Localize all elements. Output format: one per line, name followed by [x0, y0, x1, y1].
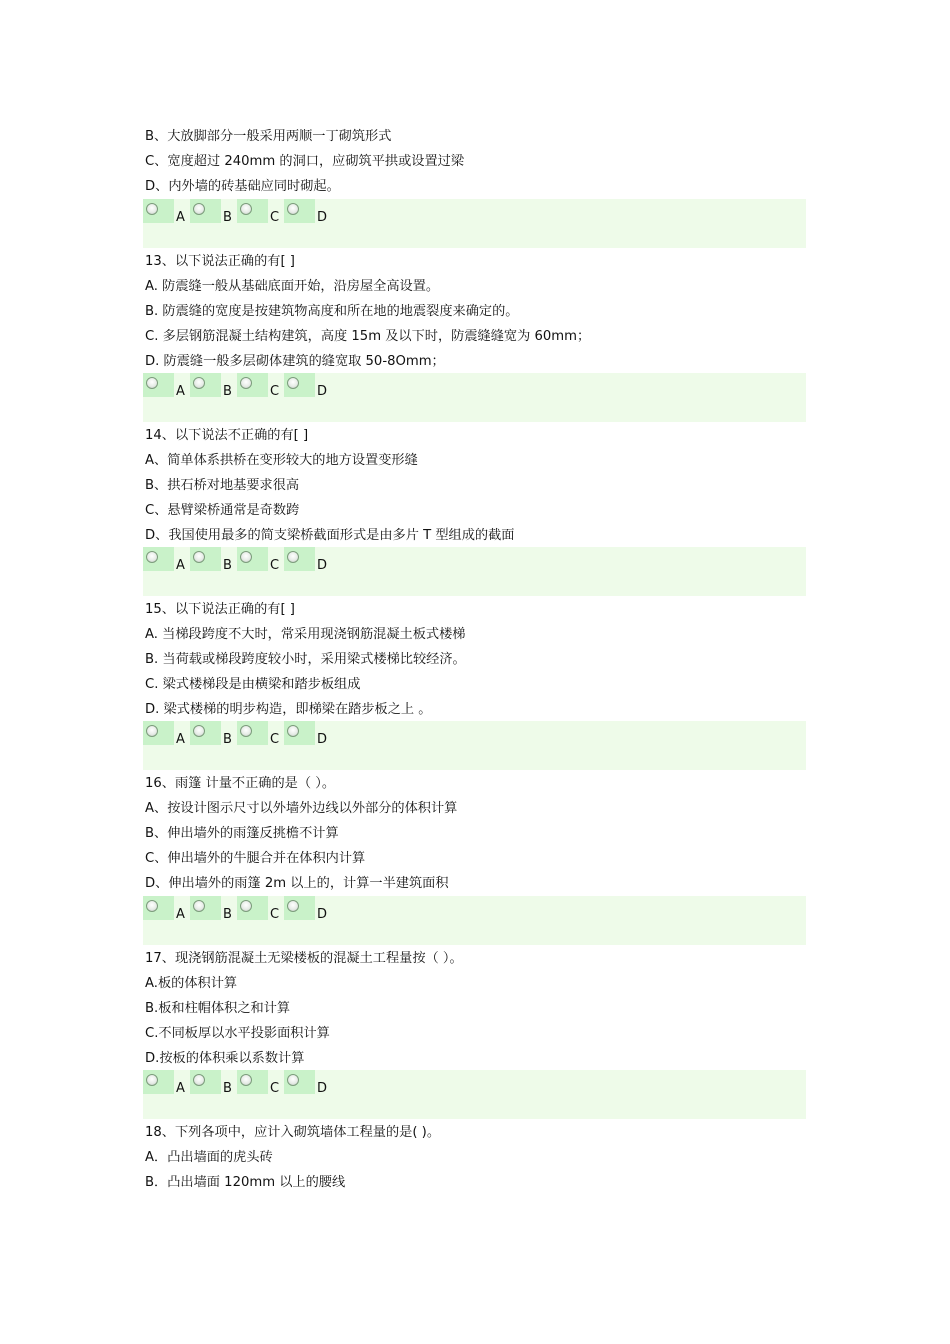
option-c: C.不同板厚以水平投影面积计算 — [145, 1026, 330, 1041]
option-b: B、大放脚部分一般采用两顺一丁砌筑形式 — [145, 129, 392, 144]
radio-button-icon[interactable] — [190, 373, 221, 397]
option-c: C、宽度超过 240mm 的洞口，应砌筑平拱或设置过梁 — [145, 154, 465, 169]
radio-button-icon[interactable] — [237, 199, 268, 223]
option-b: B、拱石桥对地基要求很高 — [145, 478, 300, 493]
option-letter: A — [176, 384, 185, 399]
answer-choices-q12 — [143, 199, 806, 248]
radio-button-icon[interactable] — [237, 373, 268, 397]
option-letter: C — [270, 384, 280, 399]
option-letter: B — [223, 210, 232, 225]
radio-button-icon[interactable] — [237, 721, 268, 745]
option-d: D.按板的体积乘以系数计算 — [145, 1051, 305, 1066]
option-letter: C — [270, 210, 280, 225]
option-letter: D — [317, 210, 328, 225]
radio-button-icon[interactable] — [190, 896, 221, 920]
radio-button-icon[interactable] — [190, 1070, 221, 1094]
answer-choices-q15 — [143, 721, 806, 770]
option-a: A、简单体系拱桥在变形较大的地方设置变形缝 — [145, 453, 418, 468]
option-letter: A — [176, 1081, 185, 1096]
question-13-title: 13、以下说法正确的有[ ] — [145, 254, 295, 269]
radio-button-icon[interactable] — [143, 896, 174, 920]
option-b: B．凸出墙面 120mm 以上的腰线 — [145, 1175, 346, 1190]
radio-button-icon[interactable] — [143, 199, 174, 223]
option-c: C. 多层钢筋混凝土结构建筑，高度 15m 及以下时，防震缝缝宽为 60mm； — [145, 329, 591, 344]
option-a: A. 防震缝一般从基础底面开始，沿房屋全高设置。 — [145, 279, 440, 294]
radio-button-icon[interactable] — [237, 896, 268, 920]
option-letter: C — [270, 558, 280, 573]
answer-choices-q16 — [143, 896, 806, 945]
question-14-title: 14、以下说法不正确的有[ ] — [145, 428, 309, 443]
radio-button-icon[interactable] — [284, 1070, 315, 1094]
option-b: B.板和柱帽体积之和计算 — [145, 1001, 291, 1016]
option-d: D、我国使用最多的简支梁桥截面形式是由多片 T 型组成的截面 — [145, 528, 515, 543]
option-c: C. 梁式楼梯段是由横梁和踏步板组成 — [145, 677, 361, 692]
radio-button-icon[interactable] — [237, 547, 268, 571]
option-letter: B — [223, 732, 232, 747]
option-b: B. 当荷载或梯段跨度较小时，采用梁式楼梯比较经济。 — [145, 652, 466, 667]
option-letter: D — [317, 558, 328, 573]
option-a: A.板的体积计算 — [145, 976, 238, 991]
radio-button-icon[interactable] — [190, 547, 221, 571]
option-letter: D — [317, 1081, 328, 1096]
option-letter: B — [223, 1081, 232, 1096]
option-b: B. 防震缝的宽度是按建筑物高度和所在地的地震裂度来确定的。 — [145, 304, 519, 319]
option-letter: B — [223, 384, 232, 399]
option-letter: B — [223, 558, 232, 573]
option-d: D、伸出墙外的雨篷 2m 以上的，计算一半建筑面积 — [145, 876, 449, 891]
option-a: A. 当梯段跨度不大时，常采用现浇钢筋混凝土板式楼梯 — [145, 627, 466, 642]
radio-button-icon[interactable] — [284, 199, 315, 223]
option-c: C、悬臂梁桥通常是奇数跨 — [145, 503, 300, 518]
radio-button-icon[interactable] — [190, 199, 221, 223]
question-15-title: 15、以下说法正确的有[ ] — [145, 602, 295, 617]
option-b: B、伸出墙外的雨篷反挑檐不计算 — [145, 826, 339, 841]
option-letter: A — [176, 907, 185, 922]
option-c: C、伸出墙外的牛腿合并在体积内计算 — [145, 851, 366, 866]
radio-button-icon[interactable] — [143, 373, 174, 397]
question-16-title: 16、雨篷 计量不正确的是（ ）。 — [145, 776, 336, 791]
option-letter: B — [223, 907, 232, 922]
option-a: A．凸出墙面的虎头砖 — [145, 1150, 273, 1165]
answer-choices-q14 — [143, 547, 806, 596]
answer-choices-q17 — [143, 1070, 806, 1119]
radio-button-icon[interactable] — [143, 1070, 174, 1094]
option-letter: D — [317, 384, 328, 399]
option-letter: C — [270, 732, 280, 747]
option-letter: A — [176, 558, 185, 573]
option-letter: C — [270, 1081, 280, 1096]
question-17-title: 17、现浇钢筋混凝土无梁楼板的混凝土工程量按（ ）。 — [145, 951, 463, 966]
radio-button-icon[interactable] — [284, 373, 315, 397]
option-d: D、内外墙的砖基础应同时砌起。 — [145, 179, 340, 194]
radio-button-icon[interactable] — [237, 1070, 268, 1094]
option-letter: A — [176, 210, 185, 225]
option-letter: D — [317, 732, 328, 747]
radio-button-icon[interactable] — [143, 547, 174, 571]
radio-button-icon[interactable] — [143, 721, 174, 745]
option-d: D. 梁式楼梯的明步构造，即梯梁在踏步板之上 。 — [145, 702, 432, 717]
option-letter: A — [176, 732, 185, 747]
question-18-title: 18、下列各项中，应计入砌筑墙体工程量的是( )。 — [145, 1125, 441, 1140]
radio-button-icon[interactable] — [284, 721, 315, 745]
option-d: D. 防震缝一般多层砌体建筑的缝宽取 50-8Omm； — [145, 354, 445, 369]
option-letter: D — [317, 907, 328, 922]
option-letter: C — [270, 907, 280, 922]
radio-button-icon[interactable] — [190, 721, 221, 745]
option-a: A、按设计图示尺寸以外墙外边线以外部分的体积计算 — [145, 801, 458, 816]
answer-choices-q13 — [143, 373, 806, 422]
radio-button-icon[interactable] — [284, 547, 315, 571]
radio-button-icon[interactable] — [284, 896, 315, 920]
